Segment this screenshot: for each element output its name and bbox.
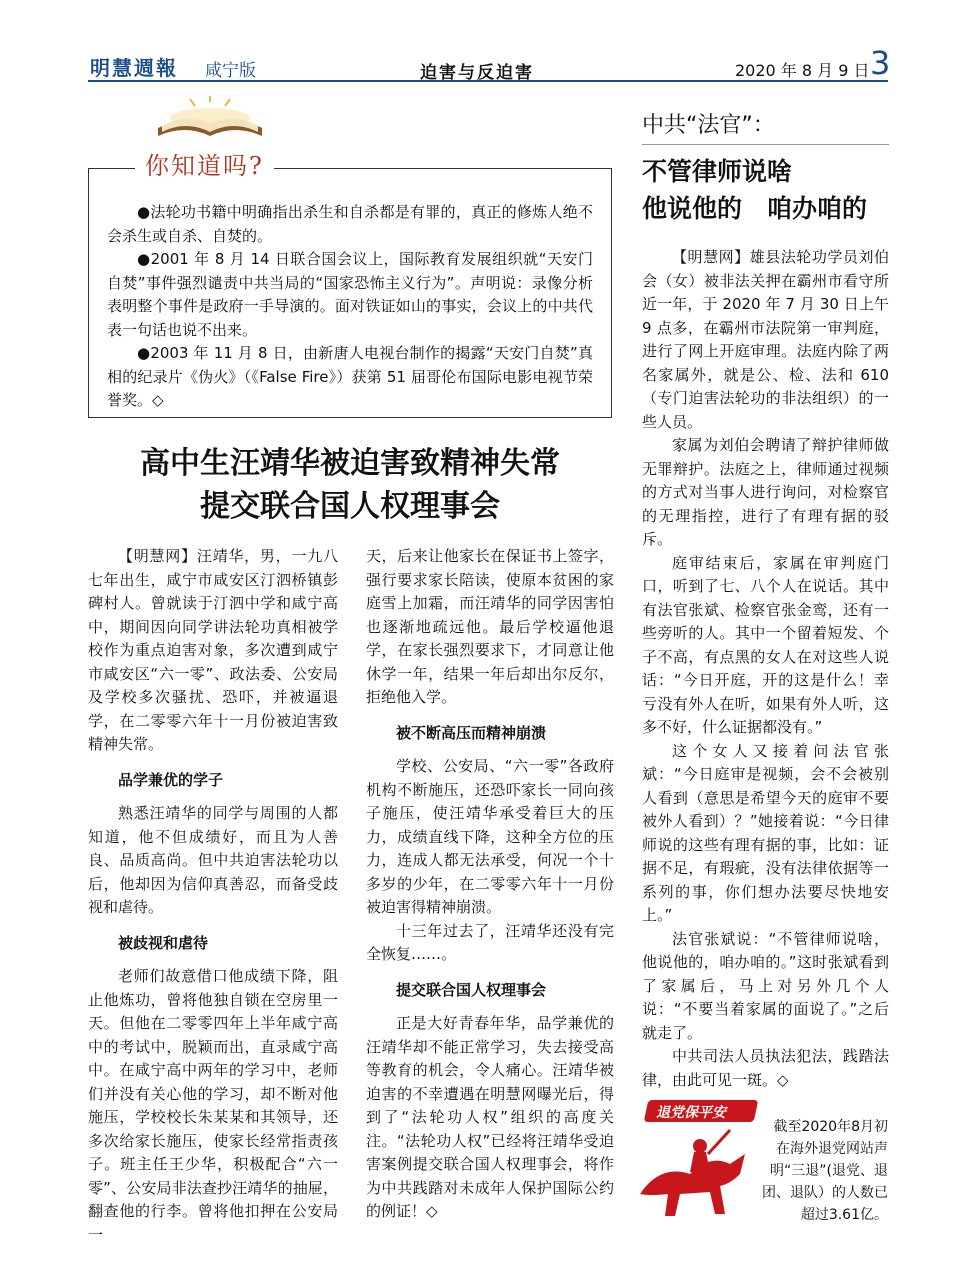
article-paragraph: 学校、公安局、“六一零”各政府机构不断施压，还恐吓家长一同向孩子施压，使汪靖华承受着巨大的压力，成绩直线下降，这种全方位的压力，连成人都无法承受，何况一个十多岁的少年，在二零零六年十一月份被迫害得精神崩溃。 [366, 757, 614, 916]
article-paragraph: 庭审结束后，家属在审判庭门口，听到了七、八个人在说话。其中有法官张斌、检察官张金鸾，还有一些旁听的人。其中一个留着短发、个子不高，有点黑的女人在对这些人说话：“今日开庭，开的这是什么！幸亏没有外人在听，如果有外人听，这多不好，什么证据都没有。” [642, 553, 889, 736]
did-you-know-item: ●法轮功书籍中明确指出杀生和自杀都是有罪的，真正的修炼人绝不会杀生或自杀、自焚的。 [107, 203, 593, 245]
did-you-know-box [88, 168, 612, 418]
article-paragraph: 正是大好青春年华，品学兼优的汪靖华却不能正常学习，失去接受高等教育的机会，令人痛心。汪靖华被迫害的不幸遭遇在明慧网曝光后，得到了“法轮功人权”组织的高度关注。“法轮功人权”已经将汪靖华受迫害案例提交联合国人权理事会，将作为中共践踏对未成年人保护国际公约的例证！◇ [366, 1014, 614, 1220]
page-number: 3 [870, 44, 891, 82]
did-you-know-item: ●2003 年 11 月 8 日，由新唐人电视台制作的揭露“天安门自焚”真相的纪录片《伪火》（《False Fire》）获第 51 届哥伦布国际电影电视节荣誉奖。◇ [107, 344, 593, 409]
main-headline-line2: 提交联合国人权理事会 [200, 489, 500, 524]
subheading: 被歧视和虐待 [118, 933, 209, 952]
side-article-headline [642, 153, 867, 227]
main-headline-line1: 高中生汪靖华被迫害致精神失常 [140, 446, 560, 481]
masthead: 明慧週報 [90, 56, 178, 80]
subheading: 被不断高压而精神崩溃 [396, 723, 547, 742]
side-headline-line2: 他说他的 咱办咱的 [642, 194, 868, 223]
section-title: 迫害与反迫害 [420, 63, 534, 83]
article-paragraph: 家属为刘伯会聘请了辩护律师做无罪辩护。法庭之上，律师通过视频的方式对当事人进行询问，对检察官的无理指控，进行了有理有据的驳斥。 [642, 436, 889, 548]
article-paragraph: 熟悉汪靖华的同学与周围的人都知道，他不但成绩好，而且为人善良、品质高尚。但中共迫害法轮功以后，他却因为信仰真善忍，而备受歧视和虐待。 [88, 804, 338, 916]
article-paragraph: 【明慧网】雄县法轮功学员刘伯会（女）被非法关押在霸州市看守所近一年，于 2020 年 7 月 30 日上午 9 点多，在霸州市法院第一审判庭，进行了网上开庭审理。法庭内除了两名家属外，就是公、检、法和 610（专门迫害法轮功的非法组织）的一些人员。 [642, 248, 889, 431]
article-paragraph: 老师们故意借口他成绩下降，阻止他炼功，曾将他独自锁在空房里一天。但他在二零零四年上半年咸宁高中的考试中，脱颖而出，直录咸宁高中。在咸宁高中两年的学习中，老师们并没有关心他的学习，却不断对他施压，学校校长朱某某和其领导，还多次给家长施压，使家长经常指责孩子。班主任王少华，积极配合“六一零”、公安局非法查抄汪靖华的抽屉，翻查他的行李。曾将他扣押在公安局一 [88, 967, 338, 1244]
subheading: 提交联合国人权理事会 [396, 980, 547, 999]
side-headline-line1: 不管律师说啥 [642, 157, 793, 186]
article-paragraph: 天，后来让他家长在保证书上签字，强行要求家长陪读，使原本贫困的家庭雪上加霜，而汪靖华的同学因害怕也逐渐地疏远他。最后学校逼他退学，在家长强烈要求下，才同意让他休学一年，结果一年后却出尔反尔，拒绝他入学。 [366, 547, 614, 706]
article-paragraph: 这个女人又接着问法官张斌：“今日庭审是视频，会不会被别人看到（意思是希望今天的庭审不要被外人看到）？”她接着说：“今日律师说的这些有理有据的事，比如：证据不足，有瑕疵，没有法律依据等一系列的事，你们想办法要尽快地安上。” [642, 741, 889, 924]
main-article-column-1 [88, 545, 338, 1247]
open-book-icon [150, 96, 270, 140]
side-article-body [642, 246, 889, 1092]
ad-banner-label: 退党保平安 [656, 1105, 726, 1121]
article-paragraph: 法官张斌说：“不管律师说啥，他说他的，咱办咱的。”这时张斌看到了家属后，马上对另外几个人说：“不要当着家属的面说了。”之后就走了。 [642, 929, 889, 1042]
main-article-column-2 [366, 545, 614, 1224]
article-paragraph: 中共司法人员执法犯法，践踏法律，由此可见一斑。◇ [642, 1047, 889, 1089]
edition-label: 咸宁版 [205, 61, 256, 81]
side-article-kicker: 中共“法官”： [642, 113, 775, 138]
ad-text: 截至2020年8月初在海外退党网站声明“三退”(退党、退团、退队）的人数已超过3.61亿。 [762, 1119, 888, 1223]
subheading: 品学兼优的学子 [118, 770, 224, 789]
did-you-know-item: ●2001 年 8 月 14 日联合国会议上，国际教育发展组织就“天安门自焚”事件强烈谴责中共当局的“国家恐怖主义行为”。声明说：录像分析表明整个事件是政府一手导演的。面对铁证如山的事实，会议上的中共代表一句话也说不出来。 [107, 250, 593, 339]
article-intro: 【明慧网】汪靖华，男，一九八七年出生，咸宁市咸安区汀泗桥镇彭碑村人。曾就读于汀泗中学和咸宁高中，期间因向同学讲法轮功真相被学校作为重点迫害对象，多次遭到咸宁市咸安区“六一零”、政法委、公安局及学校多次骚扰、恐吓，并被逼退学，在二零零六年十一月份被迫害致精神失常。 [88, 547, 338, 753]
header-rule [88, 80, 888, 82]
side-article-rule [642, 144, 889, 145]
did-you-know-title: 你知道吗? [135, 146, 274, 181]
issue-date: 2020 年 8 月 9 日 [735, 61, 870, 80]
horse-rider-icon [630, 1124, 760, 1220]
article-paragraph: 十三年过去了，汪靖华还没有完全恢复……。 [366, 921, 614, 963]
